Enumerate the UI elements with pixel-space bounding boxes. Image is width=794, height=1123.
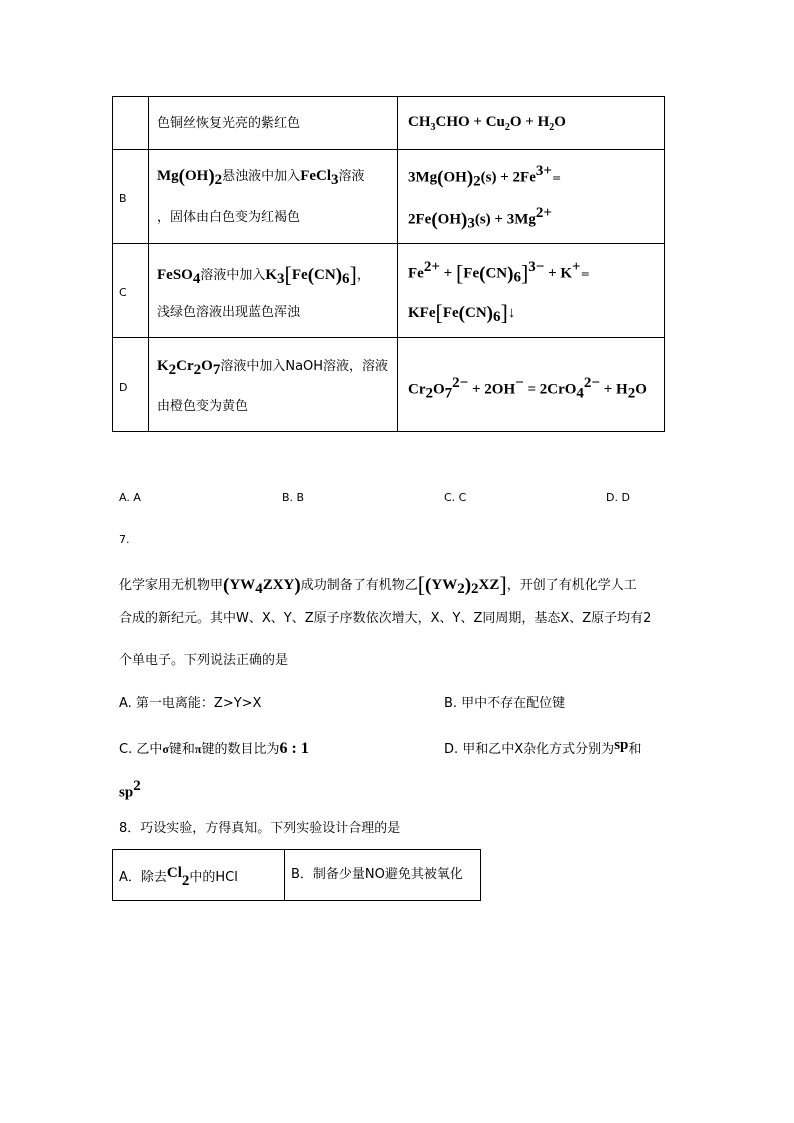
row-c-equation-line2: $KFe[Fe(CN)_6]↓$ (408, 300, 516, 326)
q7-option-d[interactable]: D. 甲和乙中X杂化方式分别为sp和 (444, 737, 642, 757)
q6-option-a[interactable]: A. A (119, 491, 141, 504)
table-row-divider (113, 337, 664, 338)
row-b-label: B (119, 192, 127, 205)
q8-option-a[interactable]: A．除去$Cl_2$中的HCl (119, 865, 238, 890)
q7-option-c[interactable]: C. 乙中σ键和π键的数目比为6 : 1 (119, 740, 309, 757)
row-d-phenomenon-line1: $K_2Cr_2O_7$溶液中加入NaOH溶液，溶液 (157, 358, 389, 379)
q7-option-b[interactable]: B. 甲中不存在配位键 (444, 696, 566, 711)
row-a-equation: $CH_3CHO + Cu_2O + H_2O$ (408, 114, 566, 133)
row-b-phenomenon-line2: ，固体由白色变为红褐色 (157, 210, 301, 225)
q6-option-b[interactable]: B. B (282, 491, 305, 504)
q7-stem-line1: 化学家用无机物甲$(YW_4ZXY)$成功制备了有机物乙$[(YW_2)_2XZ]$，开创了有机化学人工 (119, 572, 637, 598)
row-b-phenomenon-line1: $Mg(OH)_2$悬浊液中加入FeCl$_3$溶液 (157, 166, 365, 189)
q7-option-a[interactable]: A. 第一电离能：Z>Y>X (119, 696, 262, 711)
row-c-phenomenon-line1: FeSO$_4$溶液中加入$K_3[Fe(CN)_6]$， (157, 262, 370, 288)
q8-option-b[interactable]: B．制备少量NO避免其被氧化 (291, 867, 463, 882)
row-a-phenomenon: 色铜丝恢复光亮的紫红色 (157, 116, 301, 131)
q6-option-c[interactable]: C. C (444, 491, 467, 504)
row-c-equation-line1: $Fe^{2+} + [Fe(CN)_6]^{3-} + K^+=$ (408, 259, 590, 286)
row-b-equation-line2: $2Fe(OH)_3(s) + 3Mg^{2+}$ (408, 205, 552, 232)
q6-option-d[interactable]: D. D (606, 491, 630, 504)
q7-option-d-continued: $sp^2$ (119, 778, 141, 801)
table-row-divider (113, 149, 664, 150)
row-b-equation-line1: $3Mg(OH)_2(s) + 2Fe^{3+}=$ (408, 163, 562, 190)
row-d-equation: $Cr_2O_7^{2-} + 2OH^- = 2CrO_4^{2-} + H_2O$ (408, 375, 647, 402)
q7-number: 7. (119, 533, 130, 546)
q8-stem: 8．巧设实验，方得真知。下列实验设计合理的是 (119, 821, 401, 836)
table-row-divider (113, 243, 664, 244)
table-col-divider (397, 97, 398, 431)
q7-stem-line3: 个单电子。下列说法正确的是 (119, 653, 289, 668)
q7-stem-line2: 合成的新纪元。其中W、X、Y、Z原子序数依次增大，X、Y、Z同周期，基态X、Z原子均有2 (119, 611, 652, 626)
table-col-divider (284, 850, 285, 900)
precipitate-arrow-icon: ↓ (507, 305, 516, 321)
table-col-divider (148, 97, 149, 431)
row-d-label: D (119, 381, 128, 394)
row-d-phenomenon-line2: 由橙色变为黄色 (157, 399, 249, 414)
row-c-label: C (119, 286, 127, 299)
row-c-phenomenon-line2: 浅绿色溶液出现蓝色浑浊 (157, 305, 301, 320)
